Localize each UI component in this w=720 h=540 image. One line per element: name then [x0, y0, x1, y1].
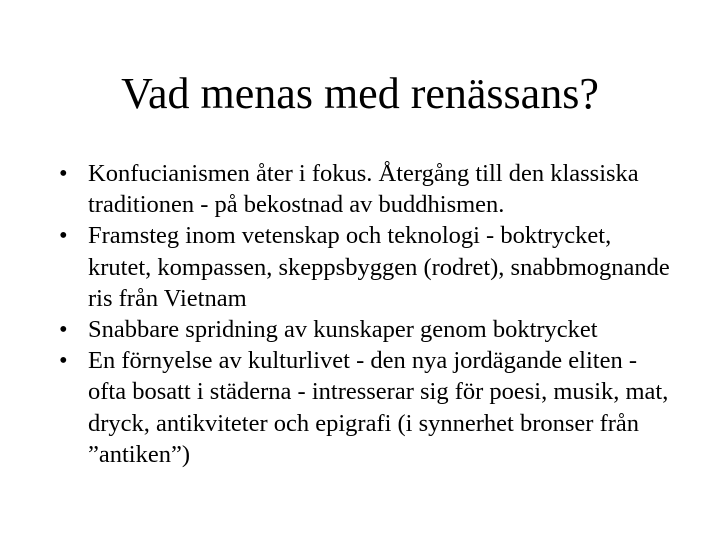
bullet-text: Framsteg inom vetenskap och teknologi - boktrycket, krutet, kompassen, skeppsbyggen (rodret), snabbmognande ris från Vietnam [88, 222, 670, 312]
bullet-item [55, 158, 675, 220]
bullet-item [55, 220, 675, 314]
bullet-item [55, 314, 675, 345]
bullet-text: Konfucianismen åter i fokus. Återgång till den klassiska traditionen - på bekostnad av buddhismen. [88, 160, 639, 219]
bullet-icon: • [59, 347, 68, 375]
bullet-item [55, 345, 675, 470]
bullet-icon: • [59, 222, 68, 250]
slide-title: Vad menas med renässans? [121, 69, 599, 118]
bullet-icon: • [59, 316, 68, 344]
bullet-text: En förnyelse av kulturlivet - den nya jordägande eliten - ofta bosatt i städerna - intresserar sig för poesi, musik, mat, dryck, antikviteter och epigrafi (i synnerhet bronser från ”antiken”) [88, 347, 669, 468]
bullet-icon: • [59, 160, 68, 187]
bullet-text: Snabbare spridning av kunskaper genom boktrycket [88, 316, 598, 344]
bullet-list [55, 158, 675, 470]
